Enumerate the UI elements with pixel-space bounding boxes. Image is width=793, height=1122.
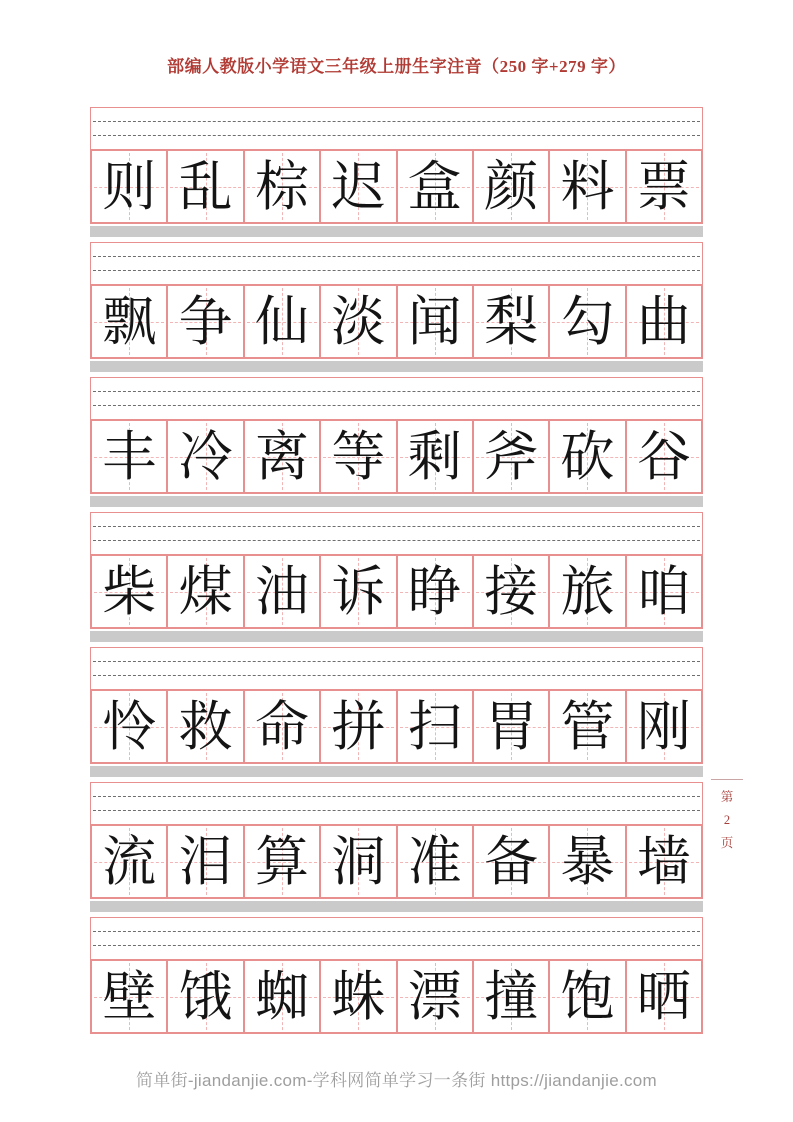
character-cell: [321, 151, 397, 222]
hanzi-character: 扫: [407, 694, 462, 758]
character-cell: [321, 286, 397, 357]
row-separator: [90, 901, 703, 912]
character-cell: [92, 556, 168, 627]
row-separator: [90, 766, 703, 777]
row-separator: [90, 226, 703, 237]
hanzi-character: 拼: [331, 694, 386, 758]
character-cell: [245, 826, 321, 897]
hanzi-character: 离: [254, 424, 309, 488]
hanzi-character: 漂: [407, 964, 462, 1028]
page-number-rule: [711, 779, 743, 780]
hanzi-character: 砍: [560, 424, 615, 488]
character-cell: [168, 421, 244, 492]
practice-block-3: [90, 377, 703, 507]
hanzi-character: 备: [484, 829, 539, 893]
pinyin-guideline: [93, 526, 700, 527]
practice-block-4: [90, 512, 703, 642]
row-separator: [90, 361, 703, 372]
hanzi-character: 算: [254, 829, 309, 893]
pinyin-guideline: [93, 270, 700, 271]
hanzi-character: 准: [407, 829, 462, 893]
hanzi-character: 盒: [407, 154, 462, 218]
hanzi-character: 救: [178, 694, 233, 758]
hanzi-character: 争: [178, 289, 233, 353]
character-cell: [92, 286, 168, 357]
hanzi-character: 接: [484, 559, 539, 623]
pinyin-guideline: [93, 661, 700, 662]
pinyin-guideline: [93, 135, 700, 136]
row-separator: [90, 631, 703, 642]
character-cell: [398, 691, 474, 762]
character-cell: [627, 961, 701, 1032]
practice-block-7: [90, 917, 703, 1034]
character-cell: [550, 691, 626, 762]
character-cell: [627, 826, 701, 897]
hanzi-character: 等: [331, 424, 386, 488]
footer-watermark: 简单街-jiandanjie.com-学科网简单学习一条街 https://jiandanjie.com: [135, 1071, 658, 1090]
pinyin-writing-strip: [90, 647, 703, 689]
pinyin-guideline: [93, 945, 700, 946]
hanzi-character: 丰: [102, 424, 157, 488]
character-cell: [398, 556, 474, 627]
character-cell: [474, 826, 550, 897]
practice-block-2: [90, 242, 703, 372]
character-cell: [550, 421, 626, 492]
character-cell: [168, 826, 244, 897]
hanzi-character: 命: [254, 694, 309, 758]
character-cell: [627, 151, 701, 222]
character-cell: [550, 556, 626, 627]
hanzi-character: 仙: [254, 289, 309, 353]
character-cell: [245, 961, 321, 1032]
character-cell: [92, 421, 168, 492]
hanzi-character: 撞: [484, 964, 539, 1028]
hanzi-character: 棕: [254, 154, 309, 218]
hanzi-character: 乱: [178, 154, 233, 218]
pinyin-guideline: [93, 796, 700, 797]
practice-block-1: [90, 107, 703, 237]
character-cell: [92, 691, 168, 762]
hanzi-character: 泪: [178, 829, 233, 893]
hanzi-character: 旅: [560, 559, 615, 623]
pinyin-guideline: [93, 391, 700, 392]
hanzi-character: 闻: [407, 289, 462, 353]
hanzi-character: 刚: [636, 694, 691, 758]
pinyin-guideline: [93, 675, 700, 676]
character-cell: [398, 286, 474, 357]
character-cell: [321, 961, 397, 1032]
pinyin-writing-strip: [90, 782, 703, 824]
hanzi-character: 咱: [636, 559, 691, 623]
character-cell: [168, 151, 244, 222]
hanzi-character: 斧: [484, 424, 539, 488]
character-cell: [92, 961, 168, 1032]
character-cell: [321, 556, 397, 627]
hanzi-character: 暴: [560, 829, 615, 893]
character-row: [90, 419, 703, 494]
hanzi-character: 胃: [484, 694, 539, 758]
character-cell: [550, 961, 626, 1032]
character-cell: [398, 151, 474, 222]
character-cell: [398, 826, 474, 897]
pinyin-writing-strip: [90, 242, 703, 284]
character-grid-area: [90, 107, 703, 1039]
character-cell: [321, 421, 397, 492]
character-cell: [474, 961, 550, 1032]
hanzi-character: 油: [254, 559, 309, 623]
character-cell: [474, 151, 550, 222]
hanzi-character: 票: [636, 154, 691, 218]
character-cell: [168, 961, 244, 1032]
hanzi-character: 晒: [636, 964, 691, 1028]
character-cell: [245, 556, 321, 627]
pinyin-guideline: [93, 405, 700, 406]
hanzi-character: 墙: [636, 829, 691, 893]
character-cell: [168, 556, 244, 627]
hanzi-character: 流: [102, 829, 157, 893]
character-cell: [168, 691, 244, 762]
hanzi-character: 则: [102, 154, 157, 218]
practice-block-6: [90, 782, 703, 912]
character-cell: [474, 421, 550, 492]
character-cell: [627, 556, 701, 627]
character-cell: [474, 286, 550, 357]
character-cell: [321, 691, 397, 762]
hanzi-character: 颜: [484, 154, 539, 218]
hanzi-character: 冷: [178, 424, 233, 488]
hanzi-character: 睁: [407, 559, 462, 623]
hanzi-character: 蜘: [254, 964, 309, 1028]
character-cell: [550, 286, 626, 357]
hanzi-character: 勾: [560, 289, 615, 353]
hanzi-character: 曲: [636, 289, 691, 353]
pinyin-writing-strip: [90, 917, 703, 959]
character-cell: [398, 961, 474, 1032]
page-number-char: 页: [720, 836, 734, 850]
hanzi-character: 煤: [178, 559, 233, 623]
character-cell: [627, 421, 701, 492]
character-cell: [474, 691, 550, 762]
hanzi-character: 剩: [407, 424, 462, 488]
pinyin-writing-strip: [90, 377, 703, 419]
character-cell: [92, 151, 168, 222]
character-cell: [627, 691, 701, 762]
character-cell: [550, 826, 626, 897]
character-cell: [398, 421, 474, 492]
hanzi-character: 诉: [331, 559, 386, 623]
hanzi-character: 洞: [331, 829, 386, 893]
hanzi-character: 梨: [484, 289, 539, 353]
character-cell: [550, 151, 626, 222]
hanzi-character: 飘: [102, 289, 157, 353]
character-cell: [321, 826, 397, 897]
character-row: [90, 149, 703, 224]
pinyin-guideline: [93, 540, 700, 541]
page-number-char: 第: [720, 790, 734, 804]
hanzi-character: 管: [560, 694, 615, 758]
row-separator: [90, 496, 703, 507]
character-row: [90, 959, 703, 1034]
character-cell: [245, 151, 321, 222]
character-cell: [627, 286, 701, 357]
pinyin-writing-strip: [90, 107, 703, 149]
hanzi-character: 饿: [178, 964, 233, 1028]
pinyin-guideline: [93, 931, 700, 932]
character-row: [90, 554, 703, 629]
pinyin-guideline: [93, 256, 700, 257]
hanzi-character: 饱: [560, 964, 615, 1028]
hanzi-character: 料: [560, 154, 615, 218]
hanzi-character: 壁: [102, 964, 157, 1028]
character-row: [90, 824, 703, 899]
character-row: [90, 284, 703, 359]
practice-block-5: [90, 647, 703, 777]
hanzi-character: 蛛: [331, 964, 386, 1028]
pinyin-writing-strip: [90, 512, 703, 554]
character-cell: [168, 286, 244, 357]
character-cell: [245, 421, 321, 492]
page-number: [710, 779, 744, 855]
hanzi-character: 柴: [102, 559, 157, 623]
hanzi-character: 淡: [331, 289, 386, 353]
character-cell: [245, 286, 321, 357]
hanzi-character: 谷: [636, 424, 691, 488]
character-cell: [245, 691, 321, 762]
page-number-char: 2: [723, 813, 731, 827]
hanzi-character: 迟: [331, 154, 386, 218]
character-cell: [92, 826, 168, 897]
pinyin-guideline: [93, 121, 700, 122]
pinyin-guideline: [93, 810, 700, 811]
page-title: 部编人教版小学语文三年级上册生字注音（250 字+279 字）: [167, 57, 626, 76]
character-cell: [474, 556, 550, 627]
hanzi-character: 怜: [102, 694, 157, 758]
character-row: [90, 689, 703, 764]
